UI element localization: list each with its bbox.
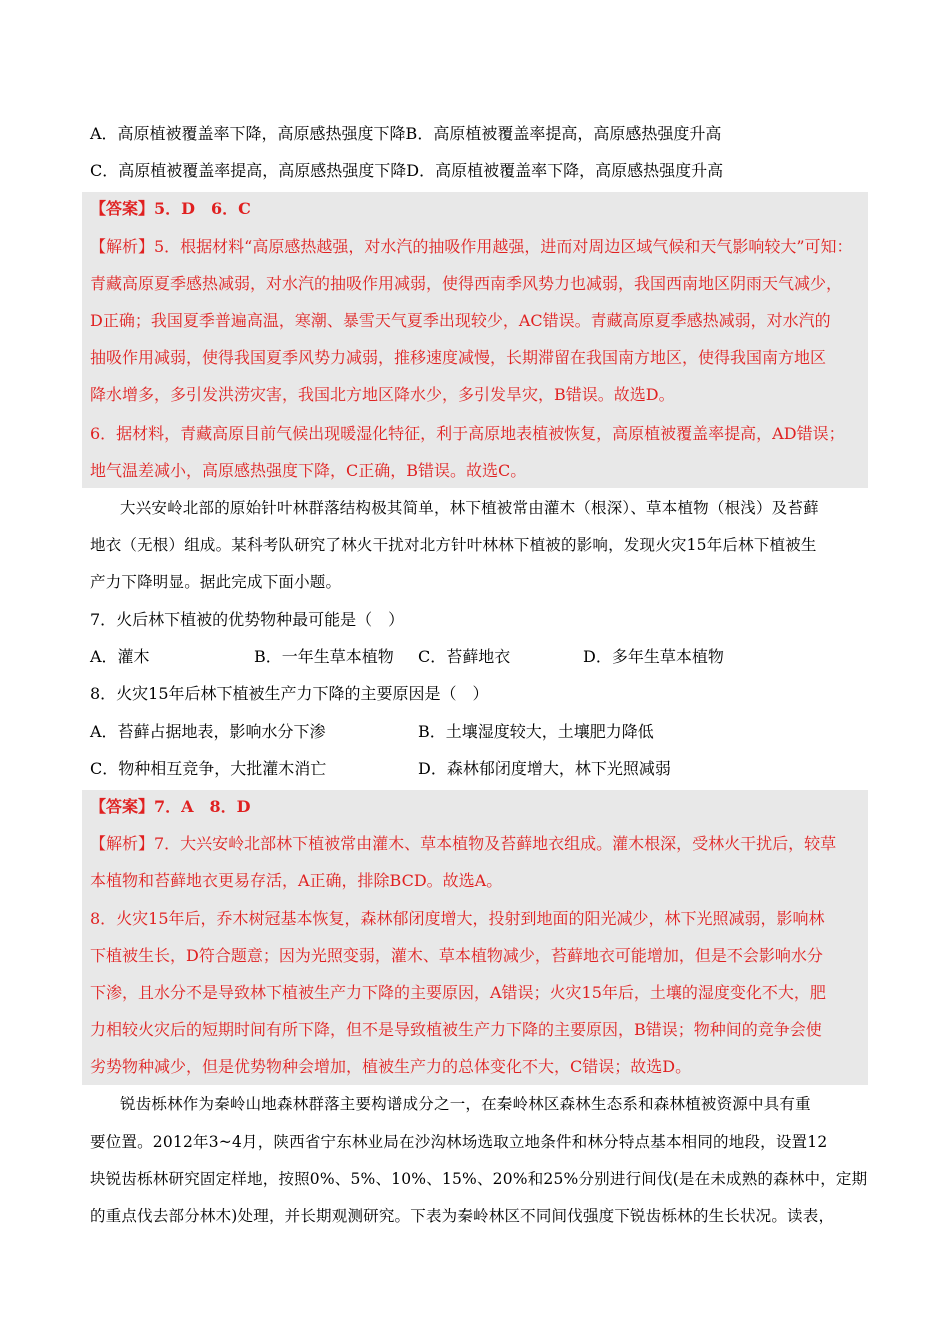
q7-option-c: C．苔藓地衣 — [418, 647, 511, 666]
analysis-56-line: 6．据材料，青藏高原目前气候出现暖湿化特征，利于高原地表植被恢复，高原植被覆盖率提高，AD错误； — [90, 424, 845, 443]
passage-next-line: 要位置。2012年3~4月，陕西省宁东林业局在沙沟林场选取立地条件和林分特点基本相同的地段，设置12 — [90, 1133, 828, 1151]
passage-next-line: 锐齿栎林作为秦岭山地森林群落主要构谱成分之一，在秦岭林区森林生态系和森林植被资源中具有重 — [120, 1095, 811, 1113]
q8-option-b: B．土壤湿度较大，土壤肥力降低 — [418, 722, 654, 741]
q56-option-line-1: A．高原植被覆盖率下降，高原感热强度下降B．高原植被覆盖率提高，高原感热强度升高 — [90, 124, 722, 143]
analysis-78-line: 力相较火灾后的短期时间有所下降，但不是导致植被生产力下降的主要原因，B错误；物种间的竞争会使 — [90, 1020, 822, 1039]
passage-78-line: 产力下降明显。据此完成下面小题。 — [90, 573, 342, 591]
analysis-56-line: D正确；我国夏季普遍高温，寒潮、暴雪天气夏季出现较少，AC错误。青藏高原夏季感热减弱，对水汽的 — [90, 311, 831, 330]
q7-stem: 7．火后林下植被的优势物种最可能是（ ） — [90, 610, 405, 629]
analysis-56-line: 抽吸作用减弱，使得我国夏季风势力减弱，推移速度减慢，长期滞留在我国南方地区，使得我国南方地区 — [90, 348, 827, 367]
q8-stem: 8．火灾15年后林下植被生产力下降的主要原因是（ ） — [90, 684, 489, 703]
q8-option-c: C．物种相互竞争，大批灌木消亡 — [90, 759, 327, 778]
q8-option-d: D．森林郁闭度增大，林下光照减弱 — [418, 759, 671, 778]
answer-78-line: 【答案】7．A 8．D — [90, 797, 251, 816]
passage-next-line: 的重点伐去部分林木)处理，并长期观测研究。下表为秦岭林区不同间伐强度下锐齿栎林的生长状况。读表， — [90, 1207, 835, 1225]
passage-next-line: 块锐齿栎林研究固定样地，按照0%、5%、10%、15%、20%和25%分别进行间伐(是在未成熟的森林中，定期 — [90, 1170, 868, 1188]
analysis-78-line: 8．火灾15年后，乔木树冠基本恢复，森林郁闭度增大，投射到地面的阳光减少，林下光照减弱，影响林 — [90, 909, 825, 928]
q7-option-d: D．多年生草本植物 — [583, 647, 724, 666]
analysis-56-line: 地气温差减小，高原感热强度下降，C正确，B错误。故选C。 — [90, 461, 527, 480]
passage-78-line: 地衣（无根）组成。某科考队研究了林火干扰对北方针叶林林下植被的影响，发现火灾15年后林下植被生 — [90, 536, 817, 554]
analysis-78-line: 【解析】7．大兴安岭北部林下植被常由灌木、草本植物及苔藓地衣组成。灌木根深，受林火干扰后，较草 — [90, 834, 837, 853]
analysis-56-line: 降水增多，多引发洪涝灾害，我国北方地区降水少，多引发旱灾，B错误。故选D。 — [90, 385, 675, 404]
analysis-78-line: 劣势物种减少，但是优势物种会增加，植被生产力的总体变化不大，C错误；故选D。 — [90, 1057, 692, 1076]
analysis-56-line: 【解析】5．根据材料“高原感热越强，对水汽的抽吸作用越强，进而对周边区域气候和天气影响较大”可知： — [90, 237, 853, 256]
analysis-78-line: 下植被生长，D符合题意；因为光照变弱，灌木、草本植物减少，苔藓地衣可能增加，但是不会影响水分 — [90, 946, 823, 965]
passage-78-line: 大兴安岭北部的原始针叶林群落结构极其简单，林下植被常由灌木（根深）、草本植物（根浅）及苔藓 — [120, 499, 819, 517]
analysis-78-line: 下渗，且水分不是导致林下植被生产力下降的主要原因，A错误；火灾15年后，土壤的湿度变化不大，肥 — [90, 983, 826, 1002]
q7-option-a: A．灌木 — [90, 647, 150, 666]
q7-option-b: B．一年生草本植物 — [254, 647, 394, 666]
analysis-56-line: 青藏高原夏季感热减弱，对水汽的抽吸作用减弱，使得西南季风势力也减弱，我国西南地区阴雨天气减少， — [90, 274, 843, 293]
q8-option-a: A．苔藓占据地表，影响水分下渗 — [90, 722, 326, 741]
analysis-78-line: 本植物和苔藓地衣更易存活，A正确，排除BCD。故选A。 — [90, 871, 503, 890]
q56-option-line-2: C．高原植被覆盖率提高，高原感热强度下降D．高原植被覆盖率下降，高原感热强度升高 — [90, 161, 724, 180]
answer-56-line: 【答案】5．D 6．C — [90, 199, 251, 218]
